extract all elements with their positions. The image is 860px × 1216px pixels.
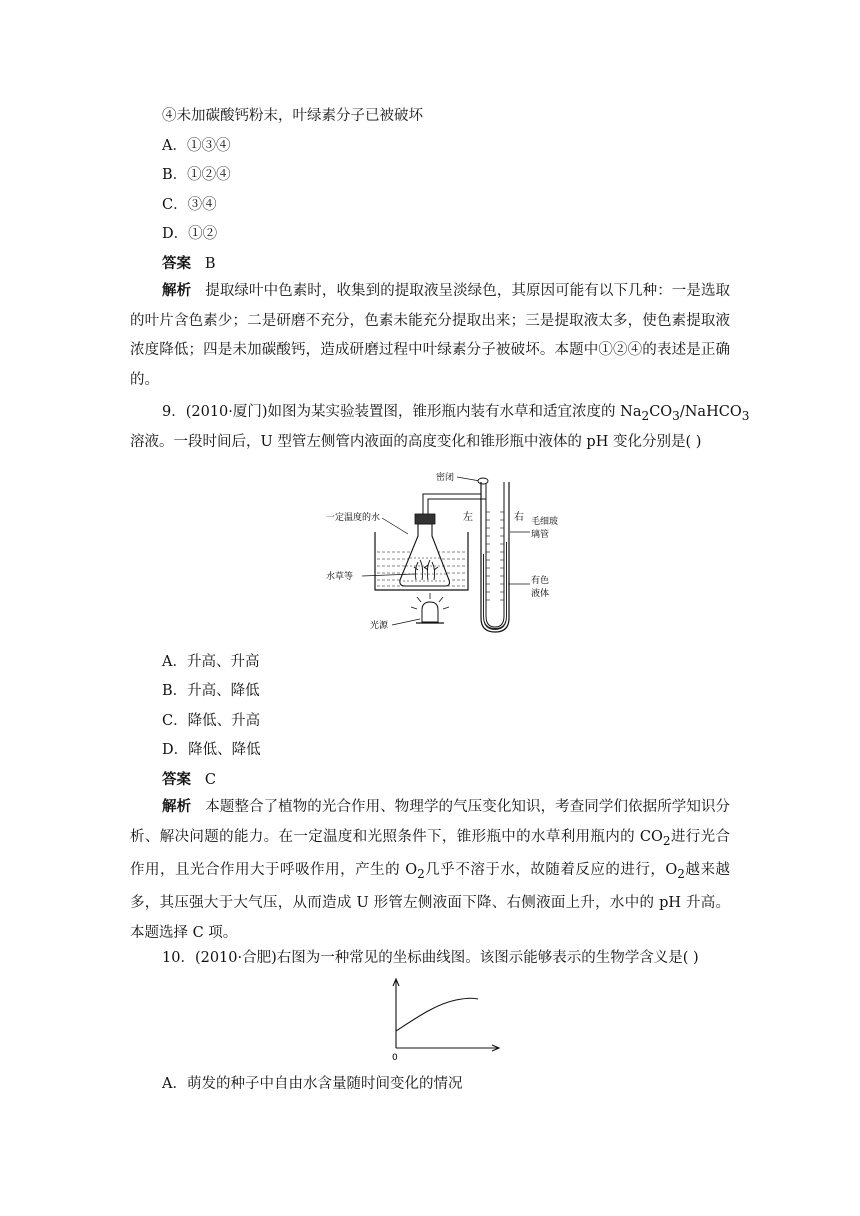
q9-stem-text: 9．(2010·厦门)如图为某实验装置图，锥形瓶内装有水草和适宜浓度的 Na [162, 404, 642, 420]
q9-answer [162, 768, 216, 789]
q9-analysis [130, 792, 730, 948]
analysis-label: 解析 [162, 282, 192, 299]
subscript: 3 [741, 408, 750, 423]
apparatus-figure [320, 462, 600, 640]
label-colored-2: 液体 [531, 589, 550, 599]
analysis-text: 进行光合作用，且光合作用大于呼吸作用，产生的 O [130, 828, 731, 878]
question-8-item-4: ④未加碳酸钙粉末，叶绿素分子已被破坏 [162, 108, 423, 124]
subscript: 2 [662, 833, 671, 848]
light-bulb [422, 602, 438, 622]
label-light: 光源 [370, 621, 389, 631]
q9-stem-line2: 溶液。一段时间后，U 型管左侧管内液面的高度变化和锥形瓶中液体的 pH 变化分别是( ) [130, 434, 702, 450]
q9-stem-text: /NaHCO [679, 404, 742, 420]
water-temp-pointer [382, 518, 408, 534]
delivery-tube-inner [428, 482, 486, 514]
coordinate-graph [386, 976, 504, 1062]
label-capillary-1: 毛细玻 [531, 517, 559, 527]
subscript: 2 [417, 866, 425, 881]
subscript: 3 [672, 408, 680, 423]
q10-stem: 10．(2010·合肥)右图为一种常见的坐标曲线图。该图示能够表示的生物学含义是( ) [162, 950, 699, 966]
q9-option-a: A．升高、升高 [162, 654, 260, 670]
analysis-text: 本题整合了植物的光合作用、物理学的气压变化知识，考查同学们依据所学知识分析、解决问题的能力。在一定温度和光照条件下，锥形瓶中的水草利用瓶内的 CO [130, 799, 731, 845]
light-pointer [392, 619, 420, 625]
label-colored-1: 有色 [531, 576, 550, 586]
flask-stopper [415, 514, 435, 524]
sealed-pointer [457, 477, 480, 481]
u-tube-outer [481, 482, 509, 632]
analysis-text: 几乎不溶于水，故随着反应的进行，O [424, 861, 678, 878]
label-sealed: 密闭 [436, 473, 455, 483]
u-tube-inner [486, 482, 504, 627]
label-right: 右 [514, 512, 524, 523]
label-plants: 水草等 [326, 572, 354, 582]
analysis-label: 解析 [162, 798, 192, 815]
q9-option-d: D．降低、降低 [162, 742, 261, 758]
q8-option-b: B．①②④ [162, 167, 231, 183]
label-water-temp: 一定温度的水 [326, 513, 381, 523]
q8-option-d: D．①② [162, 226, 218, 242]
q9-stem-line1 [162, 400, 749, 423]
q9-option-c: C．降低、升高 [162, 713, 261, 729]
delivery-tube-outer [423, 482, 481, 514]
answer-label: 答案 [162, 255, 191, 272]
q9-option-b: B．升高、降低 [162, 683, 260, 699]
colored-liquid [483, 542, 507, 630]
q8-analysis [130, 276, 730, 395]
q10-option-a: A．萌发的种子中自由水含量随时间变化的情况 [162, 1076, 463, 1092]
sealed-cap [478, 478, 488, 484]
subscript: 2 [641, 408, 650, 423]
q8-answer [162, 252, 215, 273]
answer-value: B [204, 256, 216, 272]
label-capillary-2: 璃管 [531, 530, 550, 540]
answer-value: C [204, 772, 216, 788]
analysis-text: 越来越多，其压强大于大气压，从而造成 U 形管左侧液面下降、右侧液面上升，水中的 pH 升高。本题选择 C 项。 [130, 861, 731, 941]
subscript: 2 [677, 866, 685, 881]
scale-ticks [486, 512, 504, 600]
answer-label: 答案 [162, 771, 191, 788]
q9-stem-text: CO [649, 404, 673, 420]
analysis-text: 提取绿叶中色素时，收集到的提取液呈淡绿色，其原因可能有以下几种：一是选取的叶片含色素少；二是研磨不充分，色素未能充分提取出来；三是提取液太多，使色素提取液浓度降低；四是未加碳酸钙，造成研磨过程中叶绿素分子被破坏。本题中①②④的表述是正确的。 [130, 283, 731, 388]
q8-option-a: A．①③④ [162, 138, 231, 154]
origin-label: 0 [392, 1053, 398, 1062]
curve [396, 998, 478, 1031]
q8-option-c: C．③④ [162, 197, 217, 213]
label-left: 左 [463, 512, 473, 523]
